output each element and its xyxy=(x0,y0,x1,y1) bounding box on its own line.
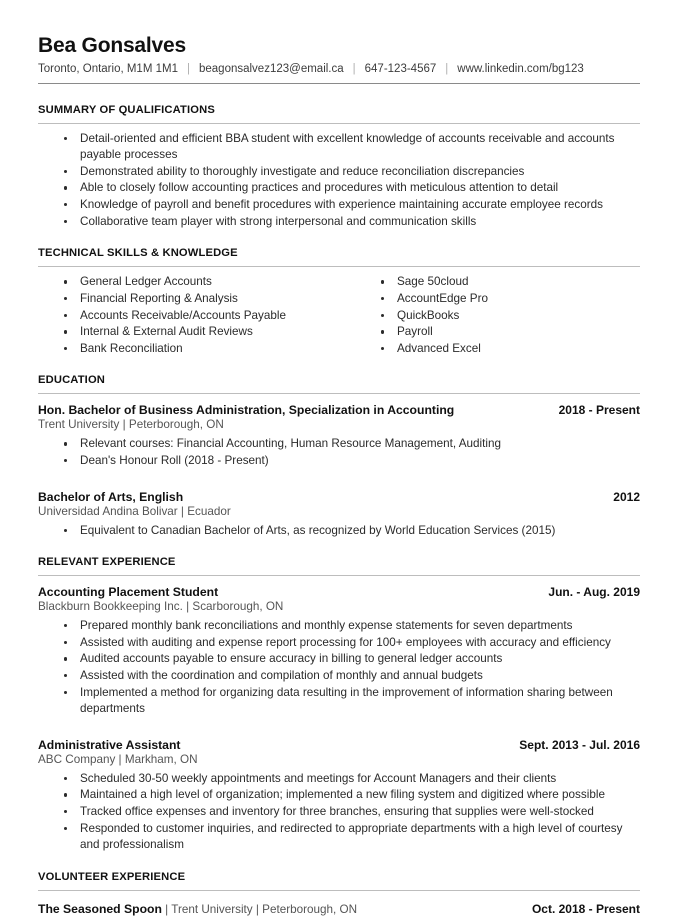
list-item: Audited accounts payable to ensure accuracy in billing to general ledger accounts xyxy=(38,651,640,668)
entry-header xyxy=(38,738,640,752)
contact-line xyxy=(38,62,640,83)
experience-entry xyxy=(38,585,640,718)
section-divider xyxy=(38,890,640,891)
entry-header xyxy=(38,900,640,918)
list-item: Internal & External Audit Reviews xyxy=(38,324,339,341)
list-item: Payroll xyxy=(339,324,640,341)
spacer xyxy=(38,541,640,556)
entry-bullet-list xyxy=(38,436,640,469)
section-title: EDUCATION xyxy=(38,374,106,387)
list-item: Collaborative team player with strong interpersonal and communication skills xyxy=(38,214,640,231)
education-entry xyxy=(38,490,640,540)
list-item: Relevant courses: Financial Accounting, Human Resource Management, Auditing xyxy=(38,436,640,453)
volunteer-entry xyxy=(38,900,640,918)
list-item: Sage 50cloud xyxy=(339,274,640,291)
section-divider xyxy=(38,393,640,394)
entry-header xyxy=(38,585,640,599)
section-technical-skills xyxy=(38,247,640,357)
contact-separator: | xyxy=(186,63,190,76)
list-item: Scheduled 30-50 weekly appointments and meetings for Account Managers and their clients xyxy=(38,771,640,788)
entry-header xyxy=(38,403,640,417)
entry-header xyxy=(38,490,640,504)
skills-column-left xyxy=(38,274,339,357)
list-item: Able to closely follow accounting practices and procedures with meticulous attention to detail xyxy=(38,180,640,197)
experience-entry xyxy=(38,738,640,854)
contact-email[interactable]: beagonsalvez123@email.ca xyxy=(198,63,344,76)
entry-date: Oct. 2018 - Present xyxy=(531,901,640,916)
entry-title: The Seasoned Spoon xyxy=(38,901,162,916)
entry-date: Jun. - Aug. 2019 xyxy=(548,585,640,600)
contact-separator: | xyxy=(352,63,356,76)
list-item: Advanced Excel xyxy=(339,341,640,358)
resume-header xyxy=(38,34,640,84)
section-divider xyxy=(38,123,640,124)
entry-title: Accounting Placement Student xyxy=(38,585,219,600)
list-item: Knowledge of payroll and benefit procedures with experience maintaining accurate employee records xyxy=(38,197,640,214)
education-entry xyxy=(38,403,640,469)
entry-title: Bachelor of Arts, English xyxy=(38,489,184,504)
list-item: Financial Reporting & Analysis xyxy=(38,291,339,308)
list-item: QuickBooks xyxy=(339,308,640,325)
section-title: TECHNICAL SKILLS & KNOWLEDGE xyxy=(38,247,238,260)
list-item: Responded to customer inquiries, and redirected to appropriate departments with a high level of courtesy and professionalism xyxy=(38,821,640,854)
section-summary-of-qualifications xyxy=(38,104,640,231)
section-relevant-experience xyxy=(38,556,640,854)
entry-subtitle: | Trent University | Peterborough, ON xyxy=(161,902,358,916)
spacer xyxy=(38,856,640,871)
section-divider xyxy=(38,266,640,267)
entry-subtitle: Universidad Andina Bolivar | Ecuador xyxy=(38,504,231,518)
contact-website[interactable]: www.linkedin.com/bg123 xyxy=(457,63,584,76)
contact-phone[interactable]: 647-123-4567 xyxy=(364,63,437,76)
list-item: Assisted with auditing and expense report processing for 100+ employees with accuracy and efficiency xyxy=(38,635,640,652)
summary-bullet-list xyxy=(38,131,640,231)
list-item: Implemented a method for organizing data resulting in the improvement of information sharing between departments xyxy=(38,685,640,718)
entry-date: Sept. 2013 - Jul. 2016 xyxy=(519,737,640,752)
entry-subtitle: Trent University | Peterborough, ON xyxy=(38,418,224,432)
entry-subtitle: ABC Company | Markham, ON xyxy=(38,752,198,766)
section-education xyxy=(38,374,640,539)
skills-column-right xyxy=(339,274,640,357)
skills-columns xyxy=(38,274,640,357)
list-item: Tracked office expenses and inventory for three branches, ensuring that supplies were well-stocked xyxy=(38,804,640,821)
candidate-name: Bea Gonsalves xyxy=(38,34,186,57)
entry-date: 2018 - Present xyxy=(558,403,640,418)
spacer xyxy=(38,470,640,481)
entry-date: 2012 xyxy=(613,489,640,504)
list-item: AccountEdge Pro xyxy=(339,291,640,308)
list-item: General Ledger Accounts xyxy=(38,274,339,291)
entry-title: Administrative Assistant xyxy=(38,737,181,752)
spacer xyxy=(38,718,640,729)
entry-bullet-list xyxy=(38,523,640,540)
entry-title: Hon. Bachelor of Business Administration, Specialization in Accounting xyxy=(38,403,455,418)
contact-location: Toronto, Ontario, M1M 1M1 xyxy=(38,63,178,76)
entry-bullet-list xyxy=(38,771,640,854)
section-divider xyxy=(38,575,640,576)
list-item: Accounts Receivable/Accounts Payable xyxy=(38,308,339,325)
entry-title-group xyxy=(38,900,357,918)
spacer xyxy=(38,232,640,247)
entry-bullet-list xyxy=(38,618,640,718)
list-item: Bank Reconciliation xyxy=(38,341,339,358)
list-item: Detail-oriented and efficient BBA student with excellent knowledge of accounts receivable and accounts payable processes xyxy=(38,131,640,164)
list-item: Prepared monthly bank reconciliations and monthly expense statements for seven departments xyxy=(38,618,640,635)
list-item: Equivalent to Canadian Bachelor of Arts, as recognized by World Education Services (2015) xyxy=(38,523,640,540)
entry-subtitle: Blackburn Bookkeeping Inc. | Scarborough, ON xyxy=(38,600,284,614)
section-title: SUMMARY OF QUALIFICATIONS xyxy=(38,103,215,116)
list-item: Maintained a high level of organization; implemented a new filing system and digitized where possible xyxy=(38,787,640,804)
section-volunteer-experience xyxy=(38,871,640,918)
header-divider xyxy=(38,83,640,84)
list-item: Demonstrated ability to thoroughly investigate and reduce reconciliation discrepancies xyxy=(38,164,640,181)
section-title: RELEVANT EXPERIENCE xyxy=(38,556,176,569)
contact-separator: | xyxy=(445,63,449,76)
section-title: VOLUNTEER EXPERIENCE xyxy=(38,870,186,883)
spacer xyxy=(38,359,640,374)
list-item: Assisted with the coordination and compilation of monthly and annual budgets xyxy=(38,668,640,685)
list-item: Dean's Honour Roll (2018 - Present) xyxy=(38,453,640,470)
